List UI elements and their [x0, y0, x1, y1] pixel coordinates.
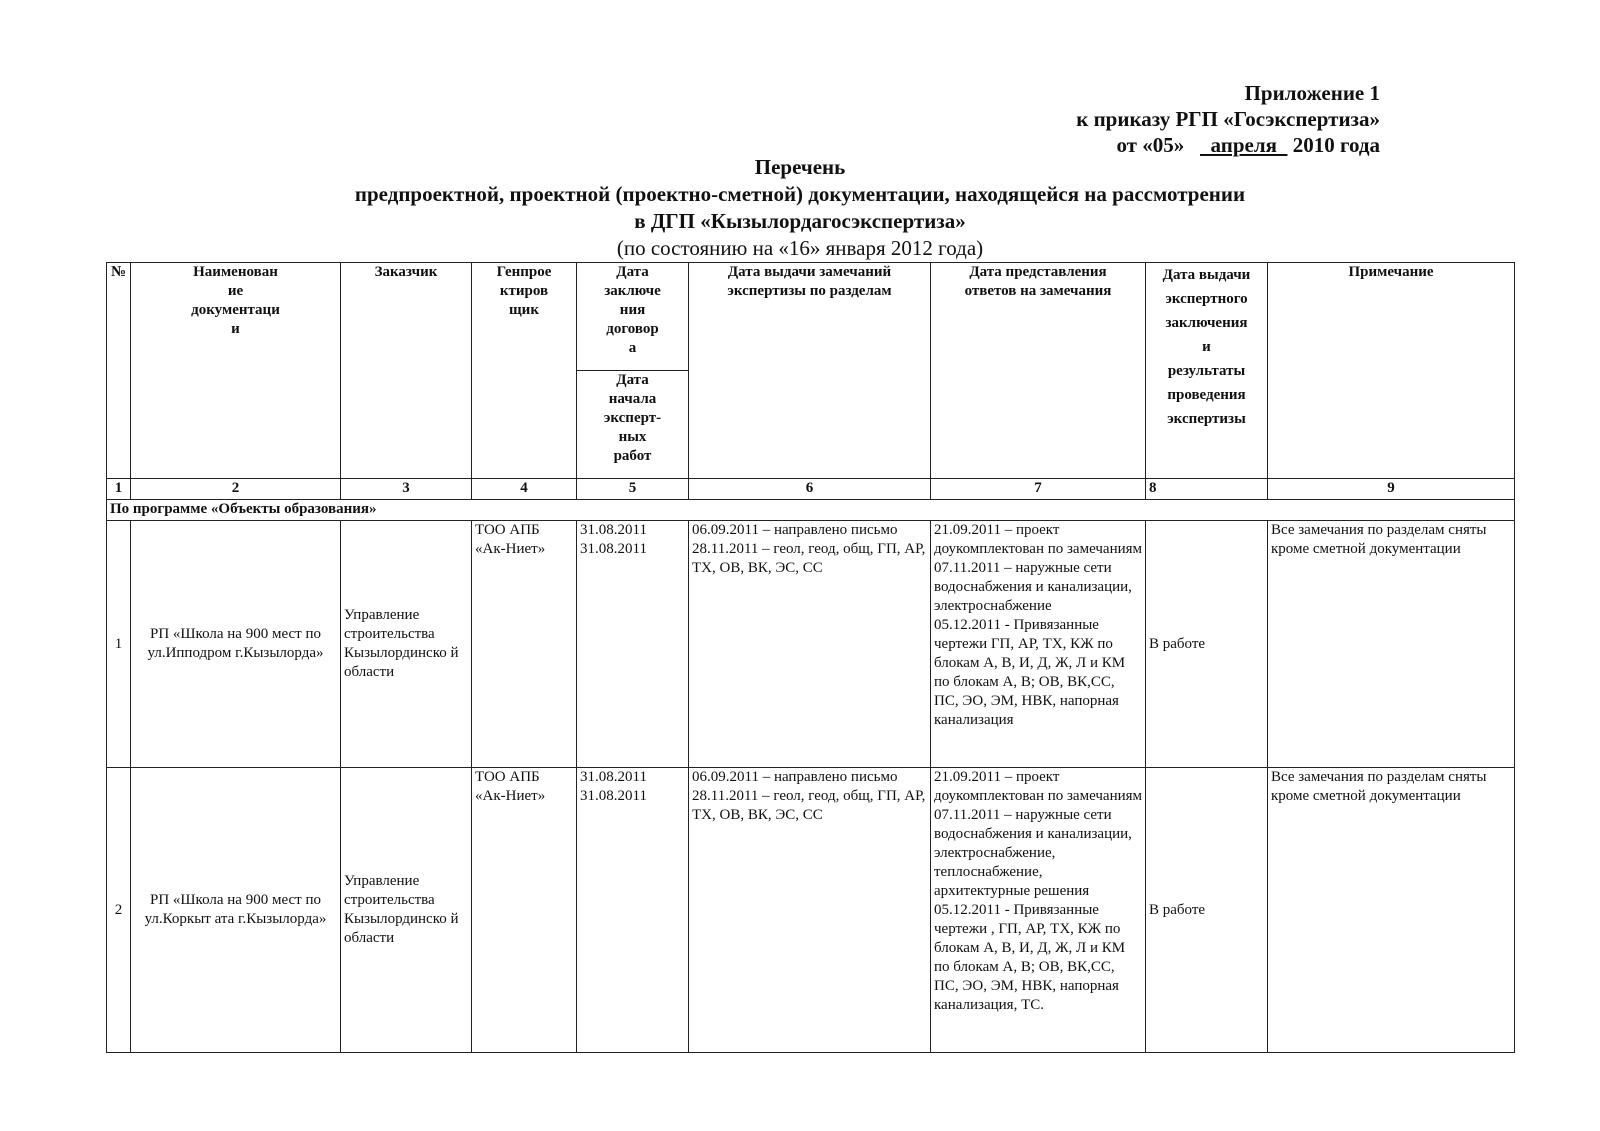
row-customer: Управление строительства Кызылординско й области [341, 521, 472, 768]
row-remarks: 06.09.2011 – направлено письмо 28.11.2011 – геол, геод, общ, ГП, АР, ТХ, ОВ, ВК, ЭС, СС [689, 521, 931, 768]
row-answers: 21.09.2011 – проект доукомплектован по замечаниям 07.11.2011 – наружные сети водоснабжения и канализации, электроснабжение, теплоснабжение, архитектурные решения 05.12.2011 - Привязанные чертежи , ГП, АР, ТХ, КЖ по блокам А, В, И, Д, Ж, Л и КМ по блокам А, В; ОВ, ВК,СС, ПС, ЭО, ЭМ, НВК, напорная канализация, ТС. [931, 768, 1146, 1053]
row-designer: ТОО АПБ «Ак-Ниет» [472, 521, 577, 768]
column-number: 4 [472, 479, 577, 500]
appendix-date-month: апреля [1210, 133, 1277, 157]
title-line-2: предпроектной, проектной (проектно-сметной) документации, находящейся на рассмотрении [354, 182, 1246, 206]
row-status: В работе [1146, 768, 1268, 1053]
title-line-4: (по состоянию на «16» января 2012 года) [616, 236, 984, 260]
row-name: РП «Школа на 900 мест по ул.Коркыт ата г.Кызылорда» [131, 768, 341, 1053]
documents-table [106, 262, 1515, 1053]
header-customer: Заказчик [341, 263, 472, 479]
header-note: Примечание [1268, 263, 1515, 479]
appendix-date-suffix: 2010 года [1292, 133, 1380, 157]
appendix-header [1076, 80, 1380, 158]
header-no: № [107, 263, 131, 479]
title-line-1: Перечень [754, 155, 846, 179]
header-start-date: Дата начала эксперт- ных работ [577, 371, 689, 479]
title-line-3: в ДГП «Кызылордагосэкспертиза» [634, 209, 966, 233]
appendix-line-1: Приложение 1 [1244, 81, 1380, 105]
row-designer: ТОО АПБ «Ак-Ниет» [472, 768, 577, 1053]
row-customer: Управление строительства Кызылординско й области [341, 768, 472, 1053]
header-name: Наименован ие документаци и [131, 263, 341, 479]
column-number: 8 [1146, 479, 1268, 500]
header-conclusion-date: Дата выдачи экспертного заключения и результаты проведения экспертизы [1146, 263, 1268, 479]
row-number: 2 [107, 768, 131, 1053]
section-title: По программе «Объекты образования» [107, 500, 1515, 521]
row-dates: 31.08.2011 31.08.2011 [577, 768, 689, 1053]
column-number: 6 [689, 479, 931, 500]
row-number: 1 [107, 521, 131, 768]
row-remarks: 06.09.2011 – направлено письмо 28.11.2011 – геол, геод, общ, ГП, АР, ТХ, ОВ, ВК, ЭС, СС [689, 768, 931, 1053]
appendix-date-prefix: от «05» [1116, 133, 1185, 157]
row-status: В работе [1146, 521, 1268, 768]
column-number: 7 [931, 479, 1146, 500]
document-title [0, 154, 1600, 262]
header-contract-date: Дата заключе ния договор а [577, 263, 689, 371]
row-answers: 21.09.2011 – проект доукомплектован по замечаниям 07.11.2011 – наружные сети водоснабжения и канализации, электроснабжение 05.12.2011 - Привязанные чертежи ГП, АР, ТХ, КЖ по блокам А, В, И, Д, Ж, Л и КМ по блокам А, В; ОВ, ВК,СС, ПС, ЭО, ЭМ, НВК, напорная канализация [931, 521, 1146, 768]
table-row [107, 768, 1515, 1053]
row-dates: 31.08.2011 31.08.2011 [577, 521, 689, 768]
column-number: 3 [341, 479, 472, 500]
header-remarks-issued: Дата выдачи замечаний экспертизы по разделам [689, 263, 931, 479]
header-designer: Генпрое ктиров щик [472, 263, 577, 479]
column-number: 1 [107, 479, 131, 500]
column-number: 5 [577, 479, 689, 500]
header-answers-date: Дата представления ответов на замечания [931, 263, 1146, 479]
row-name: РП «Школа на 900 мест по ул.Ипподром г.Кызылорда» [131, 521, 341, 768]
column-number: 2 [131, 479, 341, 500]
row-note: Все замечания по разделам сняты кроме сметной документации [1268, 768, 1515, 1053]
row-note: Все замечания по разделам сняты кроме сметной документации [1268, 521, 1515, 768]
column-number: 9 [1268, 479, 1515, 500]
table-row [107, 521, 1515, 768]
appendix-line-2: к приказу РГП «Госэкспертиза» [1076, 107, 1380, 131]
